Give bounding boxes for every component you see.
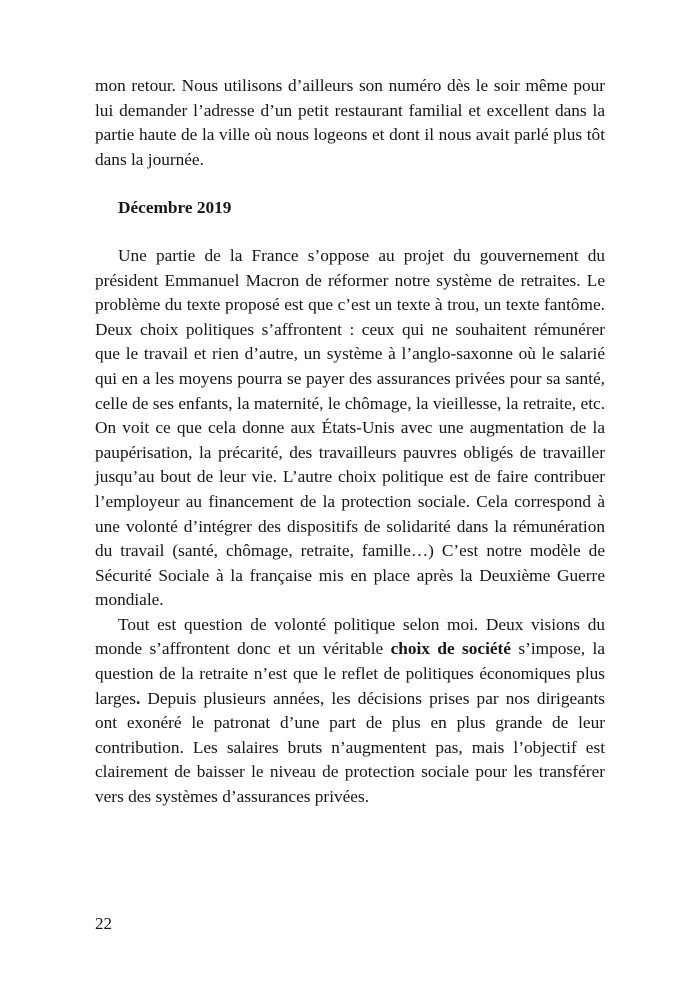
paragraph-retirement-reform: Une partie de la France s’oppose au projet du gouvernement du président Emmanuel Macron de réformer notre système de retraites. Le problème du texte proposé est que c’est un texte à trou, un texte fantôme. Deux choix politiques s’affrontent : ceux qui ne souhaitent rémunérer que le travail et rien d’autre, un système à l’anglo-saxonne où le salarié qui en a les moyens pourra se payer des assurances privées pour sa santé, celle de ses enfants, la maternité, le chômage, la vieillesse, la retraite, etc. On voit ce que cela donne aux États-Unis avec une augmentation de la paupérisation, la précarité, des travailleurs pauvres obligés de travailler jusqu’au bout de leur vie. L’autre choix politique est de faire contribuer l’employeur au financement de la protection sociale. Cela correspond à une volonté d’intégrer des dispositifs de solidarité dans la rémunération du travail (santé, chômage, retraite, famille…) C’est notre modèle de Sécurité Sociale à la française mis en place après la Deuxième Guerre mondiale. [95, 245, 605, 610]
paragraph-text: Depuis plusieurs années, les décisions prises par nos dirigeants ont exonéré le patronat d’une part de plus en plus grande de leur contribution. Les salaires bruts n’augmentent pas, mais l’objectif est clairement de baisser le niveau de protection sociale pour les transférer vers des systèmes d’assurances privées. [95, 688, 605, 807]
spacer [95, 172, 605, 196]
paragraph-text: Tout est question de volonté politique selon moi. Deux visions du monde s’affrontent donc et un véritable [95, 614, 605, 659]
page-number: 22 [95, 914, 112, 933]
page-body [95, 74, 605, 810]
paragraph-political-will [95, 613, 605, 810]
opening-paragraph: mon retour. Nous utilisons d’ailleurs son numéro dès le soir même pour lui demander l’adresse d’un petit restaurant familial et excellent dans la partie haute de la ville où nous logeons et dont il nous avait parlé plus tôt dans la journée. [95, 76, 605, 169]
spacer [95, 221, 605, 244]
section-heading: Décembre 2019 [118, 198, 232, 218]
emphasis-period: . [135, 688, 141, 708]
paragraph-text: s’impose, la question de la retraite n’est que le reflet de politiques économiques plus larges [95, 639, 605, 708]
emphasis-text: choix de société [390, 639, 511, 659]
